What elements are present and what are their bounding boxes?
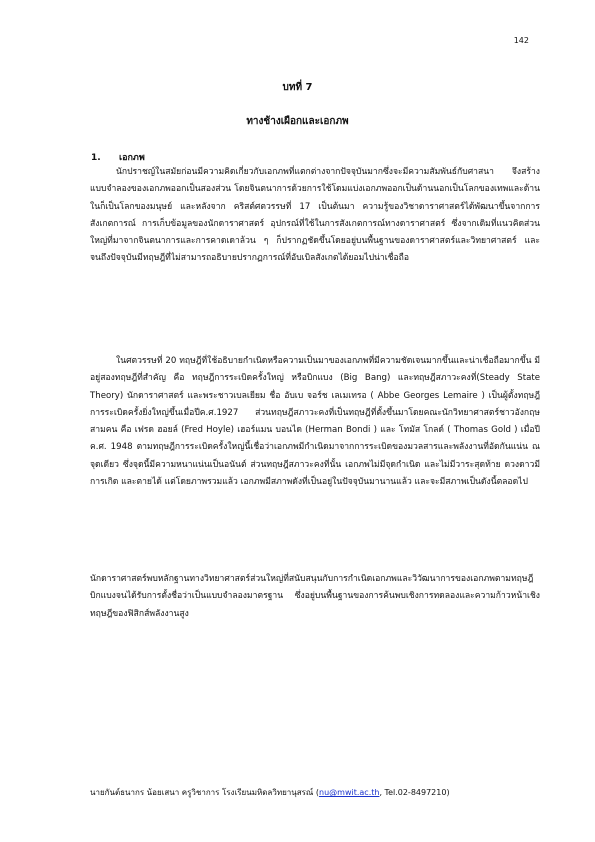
section-number: 1. [91,153,101,163]
paragraph-2: ในศตวรรษที่ 20 ทฤษฎีที่ใช้อธิบายกำเนิดหรือความเป็นมาของเอกภพที่มีความชัดเจนมากขึ้นและน่าเชื่อถือมากขึ้น มีอยู่สองทฤษฎีที่สำคัญ คือ ทฤษฎีการระเบิดครั้งใหญ่ หรือบิกแบง (Big Bang) และทฤษฎีสภาวะคงที่(Steady State Theory) นักดาราศาสตร์ และพระชาวเบลเยียม ชื่อ อับเบ จอร์ช เลเมเทรอ ( Abbe Georges Lemaire ) เป็นผู้ตั้งทฤษฎีการระเบิดครั้งยิ่งใหญ่ขึ้นเมื่อปีค.ศ.1927 ส่วนทฤษฎีสภาวะคงที่เป็นทฤษฎีที่ตั้งขึ้นมาโดยคณะนักวิทยาศาสตร์ชาวอังกฤษสามคน คือ เฟรด ฮอยล์ (Fred Hoyle) เฮอร์แมน บอนได (Herman Bondi ) และ โทมัส โกลด์ ( Thomas Gold ) เมื่อปี ค.ศ. 1948 ตามทฤษฎีการระเบิดครั้งใหญ่นี้เชื่อว่าเอกภพมีกำเนิดมาจากการระเบิดของมวลสารและพลังงานที่อัดกันแน่น ณ จุดเดียว ซึ่งจุดนี้มีความหนาแน่นเป็นอนันต์ ส่วนทฤษฎีสภาวะคงที่นั้น เอกภพไม่มีจุดกำเนิด และไม่มีวาระสุดท้าย ดวงดาวมีการเกิด และตายได้ แต่โดยภาพรวมแล้ว เอกภพมีสภาพดังที่เป็นอยู่ในปัจจุบันมานานแล้ว และจะมีสภาพเป็นดังนี้ตลอดไป [90,356,540,488]
chapter-title: บทที่ 7 [282,82,313,93]
footer-email-link[interactable]: nu@mwit.ac.th [319,788,380,797]
chapter-subtitle: ทางช้างเผือกและเอกภพ [246,116,349,127]
page-number: 142 [513,36,529,45]
section-title: เอกภพ [119,153,145,163]
footer-phone: , Tel.02-8497210) [379,788,450,797]
section-heading [91,150,145,164]
footer [90,786,550,799]
paragraph-3: นักดาราศาสตร์พบหลักฐานทางวิทยาศาสตร์ส่วนใหญ่ที่สนับสนุนกับการกำเนิดเอกภพและวิวัฒนาการของเอกภพตามทฤษฎีบิกแบงจนได้รับการตั้งชื่อว่าเป็นแบบจำลองมาตรฐาน ซึ่งอยู่บนพื้นฐานของการค้นพบเชิงการทดลองและความก้าวหน้าเชิงทฤษฎีของฟิสิกส์พลังงานสูง [90,574,540,619]
footer-author: นายกันต์ธนากร น้อยเสนา ครูวิชาการ โรงเรียนมหิดลวิทยานุสรณ์ ( [90,788,320,797]
paragraph-1: นักปราชญ์ในสมัยก่อนมีความคิดเกี่ยวกับเอกภพที่แตกต่างจากปัจจุบันมากซึ่งจะมีความสัมพันธ์กับศาสนา จึงสร้างแบบจำลองของเอกภพออกเป็นสองส่วน โดยจินตนาการด้วยการใช้โดมแบ่งเอกภพออกเป็นด้านนอกเป็นโลกของเทพและด้านในก็เป็นโลกของมนุษย์ และหลังจาก คริสต์ศตวรรษที่ 17 เป็นต้นมา ความรู้ของวิชาดาราศาสตร์ได้พัฒนาขึ้นจากการสังเกตการณ์ การเก็บข้อมูลของนักดาราศาสตร์ อุปกรณ์ที่ใช้ในการสังเกตการณ์ทางดาราศาสตร์ ซึ่งจากเดิมที่แนวคิดส่วนใหญ่ที่มาจากจินตนาการและการคาดเดาล้วน ๆ ก็ปรากฏชัดขึ้นโดยอยู่บนพื้นฐานของดาราศาสตร์และวิทยาศาสตร์ และจนถึงปัจจุบันมีทฤษฎีที่ไม่สามารถอธิบายปรากฏการณ์ที่อับเบิลสังเกตได้ยอมไปน่าเชื่อถือ [90,167,540,264]
